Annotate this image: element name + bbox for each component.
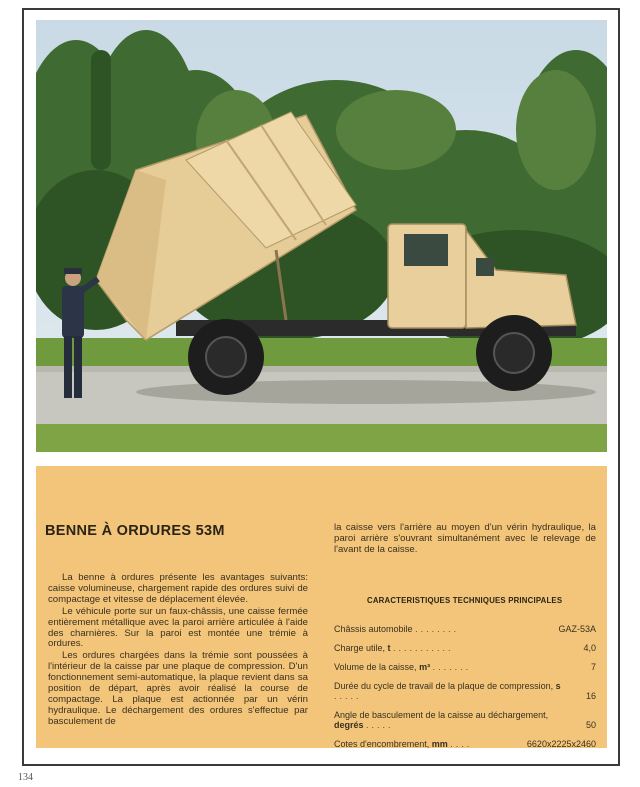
dot-leader: .....	[366, 720, 394, 730]
spec-label: Angle de basculement de la caisse au déchargement,	[334, 710, 549, 720]
spec-row-chassis	[334, 624, 596, 634]
article-column-right	[334, 523, 596, 556]
truck-photo	[36, 20, 607, 452]
article-title: BENNE À ORDURES 53M	[45, 523, 225, 539]
spec-unit: mm	[431, 739, 448, 749]
spec-row-payload	[334, 643, 596, 653]
spec-label: Volume de la caisse,	[334, 662, 420, 672]
spec-row-dimensions	[334, 739, 596, 749]
dot-leader: .....	[334, 691, 362, 701]
spec-value: GAZ-53A	[558, 624, 596, 634]
paragraph-continued: la caisse vers l'arrière au moyen d'un vérin hydraulique, la paroi arrière s'ouvrant simultanément avec le relevage de l'avant de la caisse.	[334, 522, 596, 555]
spec-value: 16	[585, 691, 596, 701]
spec-row-cycle	[334, 681, 596, 701]
spec-unit: m³	[419, 662, 431, 672]
paragraph-1: La benne à ordures présente les avantages suivants: caisse volumineuse, chargement rapide des ordures suivi de compactage et vitesse de déplacement élevée.	[48, 572, 308, 605]
spec-unit: s	[555, 681, 561, 691]
spec-unit: t	[387, 643, 391, 653]
dot-leader: ...........	[393, 643, 454, 653]
specs-table	[334, 624, 596, 749]
dot-leader: ....	[450, 739, 473, 749]
article-column-left	[48, 573, 308, 728]
spec-row-volume	[334, 662, 596, 672]
dot-leader: ........	[415, 624, 460, 634]
spec-label: Charge utile,	[334, 643, 388, 653]
spec-value: 50	[585, 720, 596, 730]
spec-unit: degrés	[334, 720, 364, 730]
page-number: 134	[18, 772, 33, 783]
spec-value: 7	[590, 662, 596, 672]
spec-row-angle	[334, 710, 596, 730]
spec-label: Durée du cycle de travail de la plaque de compression,	[334, 681, 556, 691]
specs-title: CARACTERISTIQUES TECHNIQUES PRINCIPALES	[367, 596, 563, 605]
paragraph-2: Le véhicule porte sur un faux-châssis, une caisse fermée entièrement métallique avec la paroi arrière articulée à l'aide des charnières. Sur la paroi est montée une trémie à ordures.	[48, 605, 308, 650]
spec-label: Châssis automobile	[334, 624, 413, 634]
dot-leader: .......	[432, 662, 472, 672]
paragraph-3: Les ordures chargées dans la trémie sont poussées à l'intérieur de la caisse par une plaque de compression. D'un fonctionnement semi-automatique, la plaque revient dans sa position de départ, après avoir réalisé la course de compactage. La plaque est actionnée par un vérin hydraulique. Le déchargement des ordures s'effectue par basculement de	[48, 650, 308, 727]
spec-value: 4,0	[583, 643, 596, 653]
spec-label: Cotes d'encombrement,	[334, 739, 432, 749]
spec-value: 6620x2225x2460	[526, 739, 596, 749]
